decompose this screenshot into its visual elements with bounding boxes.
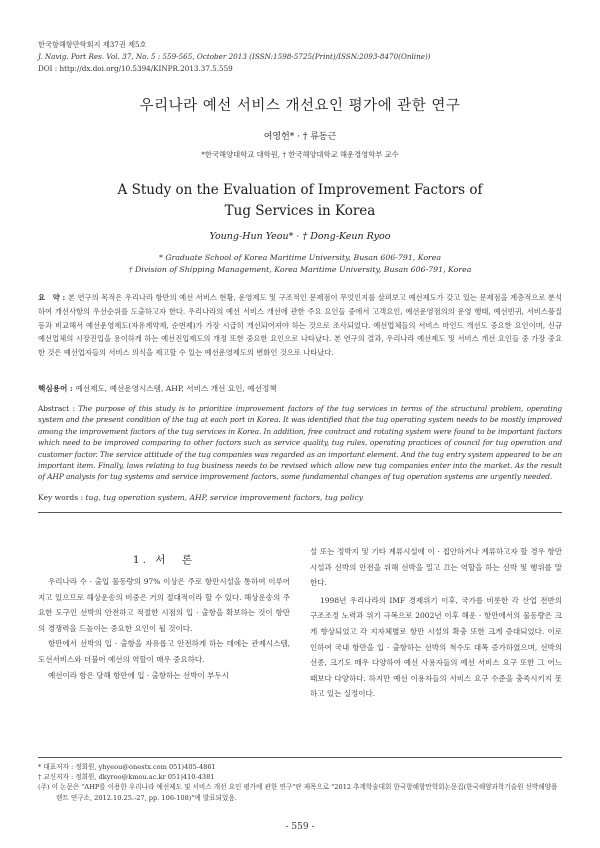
footnote-divider bbox=[38, 757, 562, 758]
body-paragraph: 예선이라 함은 당해 항만에 입 · 출항하는 선박이 부두시 bbox=[48, 670, 229, 680]
paper-title-korean: 우리나라 예선 서비스 개선요인 평가에 관한 연구 bbox=[139, 98, 461, 114]
footnote-corresponding-author: * 대표저자 : 정회원, yhyeou@onestx.com 051)405-4861 bbox=[38, 763, 216, 771]
abstract-divider bbox=[38, 512, 562, 513]
keywords-korean-label: 핵심용어 : bbox=[38, 384, 76, 393]
body-column-right bbox=[310, 544, 562, 702]
body-paragraph: 항만에서 선박의 입 · 출항을 자유롭고 안전하게 하는 데에는 관제시스템, 도선서비스와 더불어 예선의 역할이 매우 중요하다. bbox=[38, 639, 290, 664]
body-column-left bbox=[38, 574, 290, 683]
title-english-line-2: Tug Services in Korea bbox=[224, 203, 376, 219]
authors-korean: 여영헌* · † 류동근 bbox=[263, 132, 337, 142]
footnote-first-author: † 교신저자 : 정회원, dkyroo@kmou.ac.kr 051)410-4381 bbox=[38, 773, 215, 782]
affiliation-english-1: * Graduate School of Korea Maritime University, Busan 606-791, Korea bbox=[158, 253, 442, 262]
doi-line[interactable]: DOI : http://dx.doi.org/10.5394/KINPR.2013.37.5.559 bbox=[38, 64, 233, 73]
body-paragraph: 1998년 우리나라의 IMF 경제위기 이후, 국가를 비롯한 각 산업 전반의 구조조정 노력과 위기 극복으로 2002년 이후 해운 · 항만에서의 물동량은 크게 향상되었고 각 지자체별로 항만 시설의 확충 또한 크게 증대되었다. 이로 인하여 국내 항만을 입 · 출항하는 선박의 척수도 대폭 증가하였으며, 선박의 선종, 크기도 매우 다양하여 예선 사용자들의 예선 서비스 요구 또한 그 어느 때보다 다양하다. 하지만 예선 이용자들의 서비스 요구 수준을 충족시키지 못하고 있는 실정이다. bbox=[310, 595, 562, 699]
body-paragraph: 우리나라 수 · 출입 물동량의 97% 이상은 주로 항만시설을 통하여 이루어지고 있으므로 해상운송의 비중은 거의 절대적이라 할 수 있다. 해상운송의 주요한 도구인 선박의 안전하고 적절한 시점의 입 · 출항을 확보하는 것이 항만의 경쟁력을 드높이는 중요한 요인이 될 것이다. bbox=[38, 577, 290, 633]
keywords-korean bbox=[38, 383, 562, 394]
keywords-english bbox=[38, 493, 562, 502]
journal-citation: J. Navig. Port Res. Vol. 37, No. 5 : 559-565, October 2013 (ISSN:1598-5725(Print)/ISSN:2093-8470(Online)) bbox=[38, 52, 431, 61]
page-number: - 559 - bbox=[285, 822, 315, 832]
abstract-korean-text: 본 연구의 목적은 우리나라 항만의 예선 서비스 현황, 운영제도 및 구조적인 문제점이 무엇인지를 살펴보고 예선제도가 갖고 있는 문제점을 계층적으로 분석하여 개선사항의 우선순위를 도출하고자 한다. 우리나라의 예선 서비스 개선에 관한 주요 요인들 중에서 고객요인, 예선운영점의의 운영 행태, 예선빈귀, 서비스품질 등과 비교해서 예선운영제도(자유계약제, 순번제)가 가장 시급히 개선되어져야 하는 것으로 조사되었다. 예선업체들의 서비스 마인드 개선도 중요한 요인이며, 신규 예선업체의 시장진입을 용이하게 하는 예선진입제도의 개정 또한 중요한 요인으로 나타났다. 본 연구의 결과, 우리나라 예선제도 및 서비스 개선 요인들 중 가장 중요한 것은 예선업자들의 서비스 의식을 제고할 수 있는 예선운영제도의 변화인 것으로 나타났다. bbox=[38, 293, 562, 358]
keywords-english-text: tug, tug operation system, AHP, service improvement factors, tug policy bbox=[85, 493, 364, 502]
abstract-korean bbox=[38, 291, 562, 360]
affiliation-korean: *한국해양대학교 대학원, † 한국해양대학교 해운경영학부 교수 bbox=[201, 150, 399, 159]
keywords-korean-text: 예선제도, 예선운영시스템, AHP, 서비스 개선 요인, 예선정책 bbox=[75, 384, 277, 393]
journal-name-korean: 한국항해항만학회지 제37권 제5호 bbox=[38, 40, 147, 49]
title-english-line-1: A Study on the Evaluation of Improvement Factors of bbox=[117, 182, 483, 198]
paper-title-english bbox=[0, 180, 600, 222]
keywords-english-label: Key words : bbox=[38, 493, 86, 502]
footnote-note: (주) 이 논문은 "AHP를 이용한 우리나라 예선제도 및 서비스 개선 요인 평가에 관한 연구"란 제목으로 "2012 추계학술대회 한국항해항만학회논문집(한국해양과학기술원 선박해양플랜트 연구소, 2012.10.25.-27, pp. 106-108)"에 발표되었음. bbox=[38, 783, 558, 802]
abstract-english-text: The purpose of this study is to prioritize improvement factors of the tug services in terms of the structural problem, operating system and the present condition of the tug at each port in Korea. It was identified that the tug operating system needs to be mostly improved among the improvement factors of the tug services in Korea. In addition, free contract and rotating system were found to be important factors which need to be improved comparing to other factors such as service quality, tug rules, operating practices of council for tug operation and customer factor. The service attitude of the tug companies was regarded as an important element. And the tug entry system appeared to be an important item. Finally, laws relating to tug business needs to be revised which allow new tug companies enter into the market. As the result of AHP analysis for tug systems and service improvement factors, some fundamental changes of tug operation systems are urgently needed. bbox=[38, 404, 563, 482]
body-paragraph: 설 또는 정박지 및 기타 계류시설에 이 · 접안하거나 계류하고자 할 경우 항만 시설과 선박의 안전을 위해 선박을 밀고 끄는 역할을 하는 선박 및 행위를 말한다. bbox=[310, 547, 562, 588]
section-heading-introduction: 1. 서 론 bbox=[132, 554, 196, 566]
abstract-english bbox=[38, 403, 562, 483]
abstract-korean-label: 요 약 : bbox=[38, 293, 68, 302]
affiliation-english-2: † Division of Shipping Management, Korea Maritime University, Busan 606-791, Korea bbox=[128, 265, 472, 274]
footnotes bbox=[38, 762, 562, 803]
authors-english: Young-Hun Yeou* · † Dong-Keun Ryoo bbox=[209, 231, 391, 242]
abstract-english-label: Abstract : bbox=[38, 404, 79, 413]
